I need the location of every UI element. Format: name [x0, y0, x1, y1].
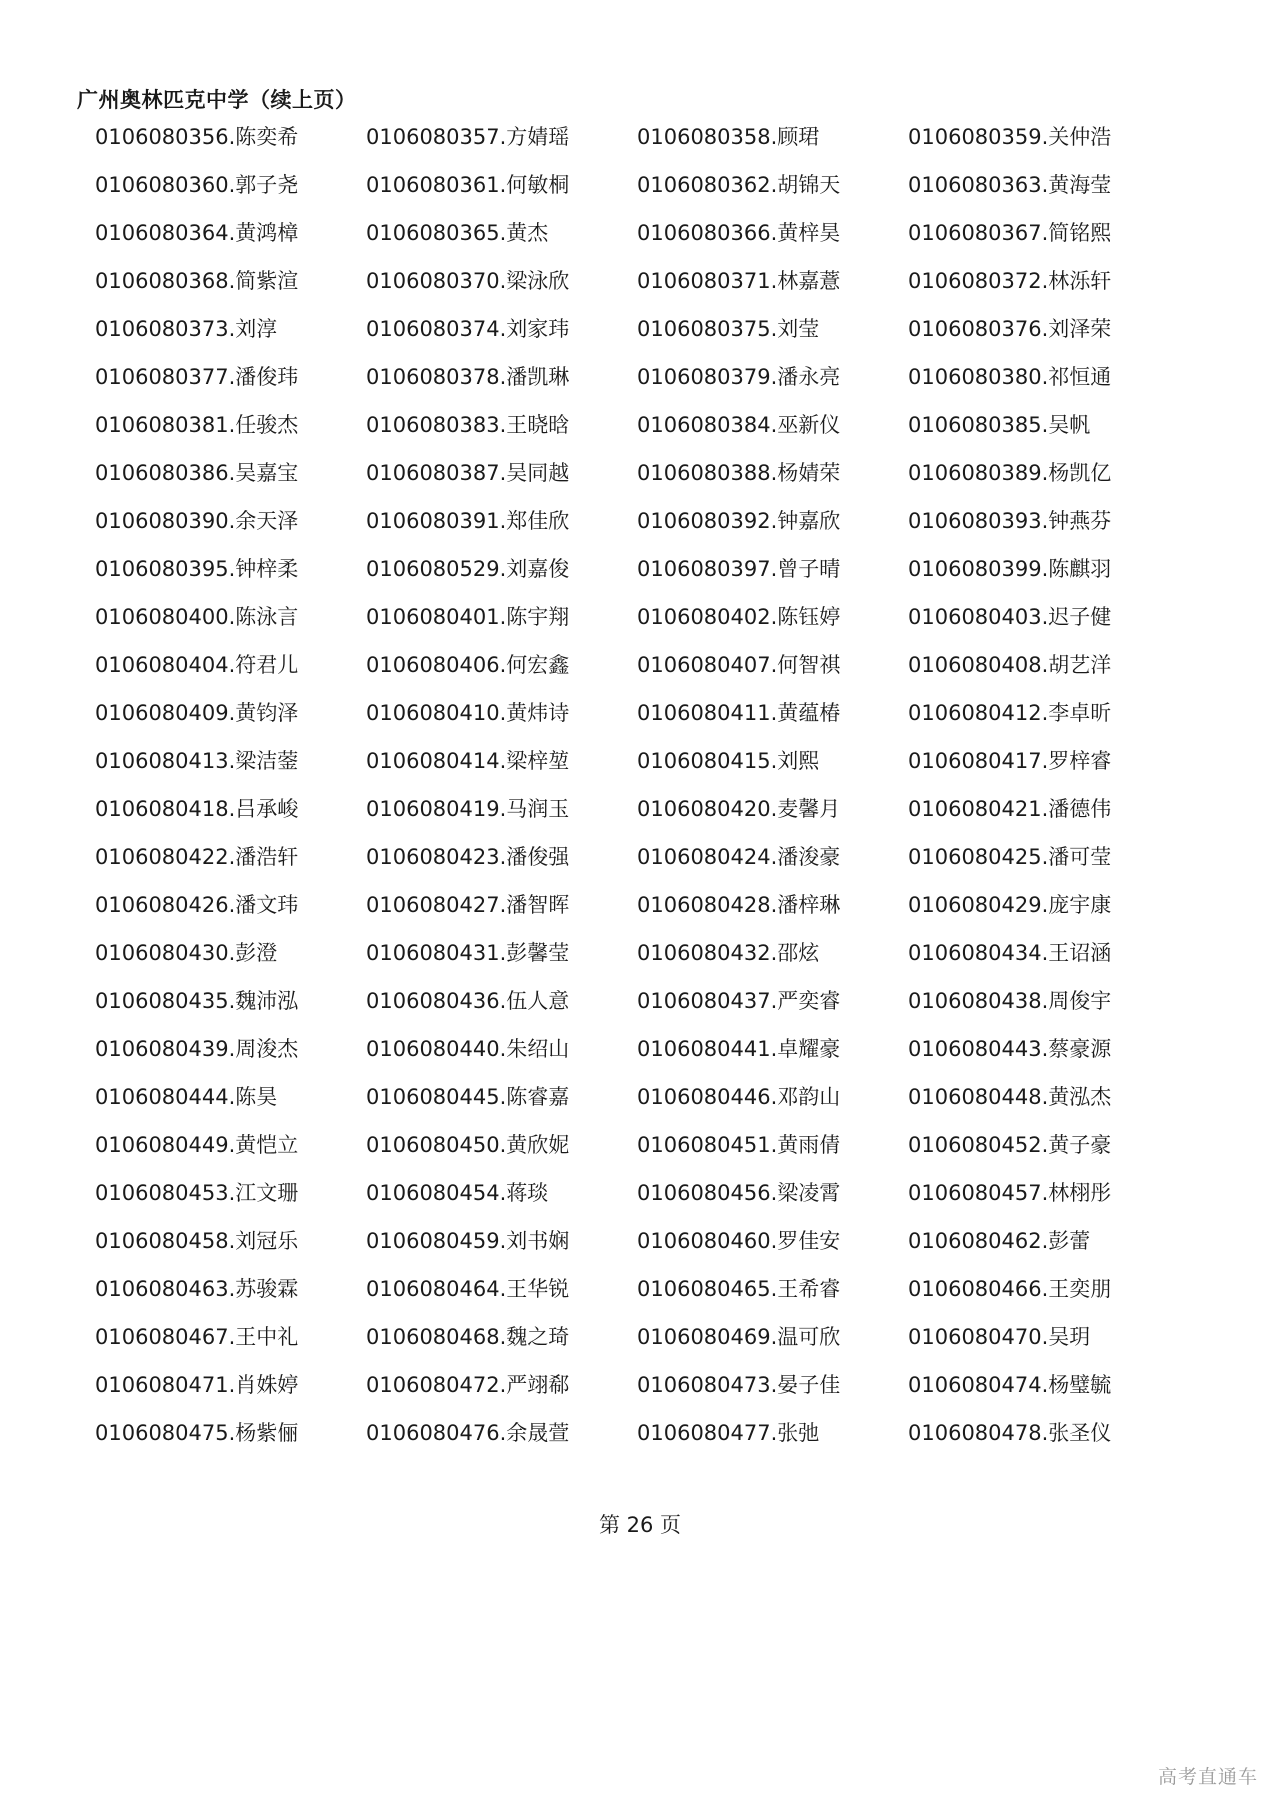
list-item: 0106080413.梁洁蓥: [95, 749, 299, 773]
list-item: 0106080469.温可欣: [637, 1325, 841, 1349]
list-item: 0106080448.黄泓杰: [908, 1085, 1112, 1109]
list-item: 0106080471.肖姝婷: [95, 1373, 299, 1397]
list-item: 0106080412.李卓昕: [908, 701, 1112, 725]
page-title: 广州奥林匹克中学（续上页）: [77, 88, 357, 112]
list-item: 0106080403.迟子健: [908, 605, 1112, 629]
list-item: 0106080462.彭蕾: [908, 1229, 1091, 1253]
list-item: 0106080474.杨璧毓: [908, 1373, 1112, 1397]
list-item: 0106080397.曾子晴: [637, 557, 841, 581]
list-item: 0106080386.吴嘉宝: [95, 461, 299, 485]
list-item: 0106080363.黄海莹: [908, 173, 1112, 197]
list-item: 0106080418.吕承峻: [95, 797, 299, 821]
list-item: 0106080389.杨凯亿: [908, 461, 1112, 485]
list-item: 0106080452.黄子豪: [908, 1133, 1112, 1157]
list-item: 0106080380.祁恒通: [908, 365, 1112, 389]
list-item: 0106080368.简紫渲: [95, 269, 299, 293]
list-item: 0106080359.关仲浩: [908, 125, 1112, 149]
list-item: 0106080420.麦馨月: [637, 797, 841, 821]
list-item: 0106080463.苏骏霖: [95, 1277, 299, 1301]
list-item: 0106080372.林泺轩: [908, 269, 1112, 293]
list-item: 0106080391.郑佳欣: [366, 509, 570, 533]
list-item: 0106080422.潘浩轩: [95, 845, 299, 869]
list-item: 0106080464.王华锐: [366, 1277, 570, 1301]
list-item: 0106080467.王中礼: [95, 1325, 299, 1349]
list-item: 0106080402.陈钰婷: [637, 605, 841, 629]
list-item: 0106080468.魏之琦: [366, 1325, 570, 1349]
list-item: 0106080456.梁凌霄: [637, 1181, 841, 1205]
list-item: 0106080408.胡艺洋: [908, 653, 1112, 677]
list-item: 0106080443.蔡豪源: [908, 1037, 1112, 1061]
list-item: 0106080437.严奕睿: [637, 989, 841, 1013]
list-item: 0106080454.蒋琰: [366, 1181, 549, 1205]
list-item: 0106080399.陈麒羽: [908, 557, 1112, 581]
list-item: 0106080400.陈泳言: [95, 605, 299, 629]
list-item: 0106080476.余晟萱: [366, 1421, 570, 1445]
list-item: 0106080383.王晓晗: [366, 413, 570, 437]
list-item: 0106080470.吴玥: [908, 1325, 1091, 1349]
list-item: 0106080453.江文珊: [95, 1181, 299, 1205]
list-item: 0106080377.潘俊玮: [95, 365, 299, 389]
list-item: 0106080477.张弛: [637, 1421, 820, 1445]
list-item: 0106080446.邓韵山: [637, 1085, 841, 1109]
list-item: 0106080473.晏子佳: [637, 1373, 841, 1397]
list-item: 0106080424.潘浚豪: [637, 845, 841, 869]
list-item: 0106080472.严翊郗: [366, 1373, 570, 1397]
list-item: 0106080364.黄鸿樟: [95, 221, 299, 245]
list-item: 0106080411.黄蕴椿: [637, 701, 841, 725]
list-item: 0106080362.胡锦天: [637, 173, 841, 197]
list-item: 0106080358.顾珺: [637, 125, 820, 149]
list-item: 0106080374.刘家玮: [366, 317, 570, 341]
list-item: 0106080401.陈宇翔: [366, 605, 570, 629]
list-item: 0106080475.杨紫俪: [95, 1421, 299, 1445]
list-item: 0106080409.黄钧泽: [95, 701, 299, 725]
list-item: 0106080414.梁梓堃: [366, 749, 570, 773]
list-item: 0106080429.庞宇康: [908, 893, 1112, 917]
list-item: 0106080378.潘凯琳: [366, 365, 570, 389]
list-item: 0106080381.任骏杰: [95, 413, 299, 437]
list-item: 0106080357.方婧瑶: [366, 125, 570, 149]
list-item: 0106080384.巫新仪: [637, 413, 841, 437]
list-item: 0106080423.潘俊强: [366, 845, 570, 869]
list-item: 0106080366.黄梓昊: [637, 221, 841, 245]
list-item: 0106080356.陈奕希: [95, 125, 299, 149]
list-item: 0106080449.黄恺立: [95, 1133, 299, 1157]
list-item: 0106080392.钟嘉欣: [637, 509, 841, 533]
list-item: 0106080360.郭子尧: [95, 173, 299, 197]
list-item: 0106080379.潘永亮: [637, 365, 841, 389]
list-item: 0106080373.刘淳: [95, 317, 278, 341]
list-item: 0106080410.黄炜诗: [366, 701, 570, 725]
list-item: 0106080445.陈睿嘉: [366, 1085, 570, 1109]
list-item: 0106080421.潘德伟: [908, 797, 1112, 821]
list-item: 0106080434.王诏涵: [908, 941, 1112, 965]
list-item: 0106080431.彭馨莹: [366, 941, 570, 965]
list-item: 0106080406.何宏鑫: [366, 653, 570, 677]
list-item: 0106080415.刘熙: [637, 749, 820, 773]
list-item: 0106080367.简铭熙: [908, 221, 1112, 245]
list-item: 0106080435.魏沛泓: [95, 989, 299, 1013]
list-item: 0106080458.刘冠乐: [95, 1229, 299, 1253]
list-item: 0106080371.林嘉薏: [637, 269, 841, 293]
list-item: 0106080432.邵炫: [637, 941, 820, 965]
list-item: 0106080370.梁泳欣: [366, 269, 570, 293]
list-item: 0106080450.黄欣妮: [366, 1133, 570, 1157]
list-item: 0106080441.卓耀豪: [637, 1037, 841, 1061]
list-item: 0106080478.张圣仪: [908, 1421, 1112, 1445]
list-item: 0106080425.潘可莹: [908, 845, 1112, 869]
list-item: 0106080529.刘嘉俊: [366, 557, 570, 581]
list-item: 0106080466.王奕朋: [908, 1277, 1112, 1301]
watermark: 高考直通车: [1157, 1766, 1258, 1788]
list-item: 0106080365.黄杰: [366, 221, 549, 245]
list-item: 0106080376.刘泽荣: [908, 317, 1112, 341]
list-item: 0106080436.伍人意: [366, 989, 570, 1013]
list-item: 0106080459.刘书娴: [366, 1229, 570, 1253]
list-item: 0106080451.黄雨倩: [637, 1133, 841, 1157]
list-item: 0106080375.刘莹: [637, 317, 820, 341]
list-item: 0106080430.彭澄: [95, 941, 278, 965]
list-item: 0106080393.钟燕芬: [908, 509, 1112, 533]
list-item: 0106080395.钟梓柔: [95, 557, 299, 581]
page-number: 第 26 页: [598, 1513, 682, 1537]
list-item: 0106080460.罗佳安: [637, 1229, 841, 1253]
list-item: 0106080465.王希睿: [637, 1277, 841, 1301]
list-item: 0106080361.何敏桐: [366, 173, 570, 197]
list-item: 0106080426.潘文玮: [95, 893, 299, 917]
list-item: 0106080390.余天泽: [95, 509, 299, 533]
list-item: 0106080419.马润玉: [366, 797, 570, 821]
list-item: 0106080439.周浚杰: [95, 1037, 299, 1061]
list-item: 0106080417.罗梓睿: [908, 749, 1112, 773]
admission-list: [95, 124, 1185, 1468]
list-item: 0106080428.潘梓琳: [637, 893, 841, 917]
list-item: 0106080388.杨婧荣: [637, 461, 841, 485]
list-item: 0106080404.符君儿: [95, 653, 299, 677]
list-item: 0106080457.林栩彤: [908, 1181, 1112, 1205]
list-item: 0106080444.陈昊: [95, 1085, 278, 1109]
list-item: 0106080438.周俊宇: [908, 989, 1112, 1013]
list-item: 0106080387.吴同越: [366, 461, 570, 485]
list-item: 0106080440.朱绍山: [366, 1037, 570, 1061]
list-item: 0106080427.潘智晖: [366, 893, 570, 917]
list-item: 0106080385.吴帆: [908, 413, 1091, 437]
list-item: 0106080407.何智祺: [637, 653, 841, 677]
